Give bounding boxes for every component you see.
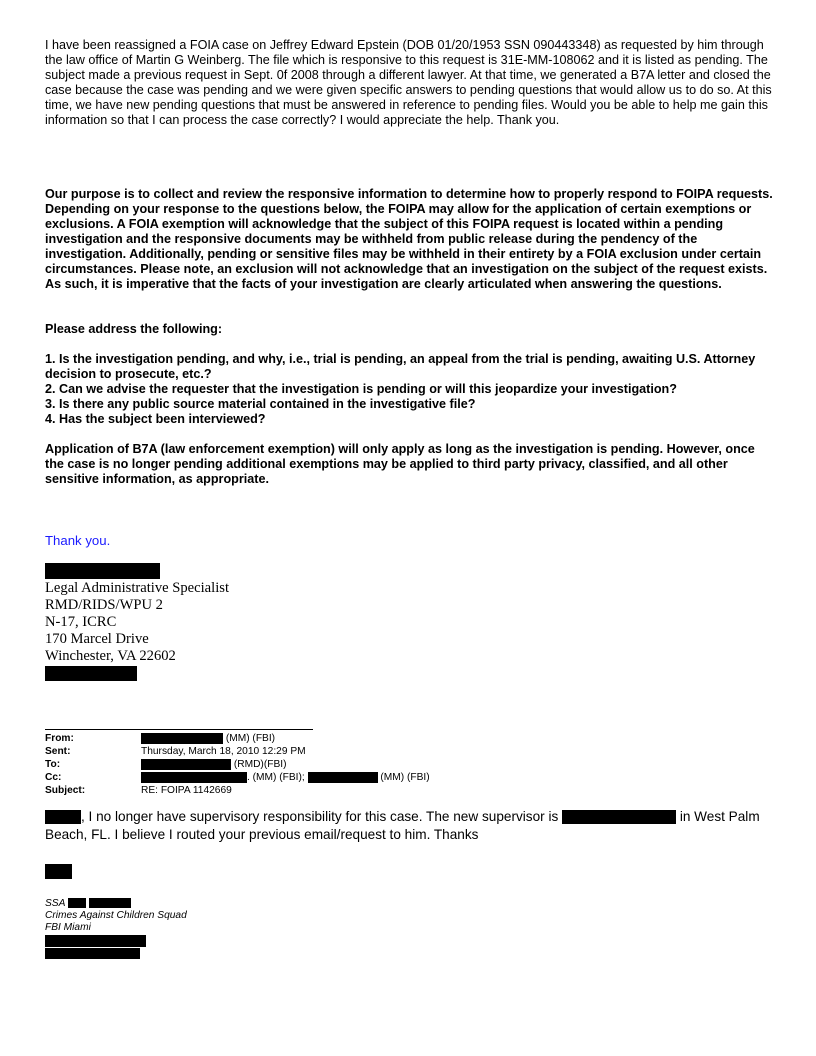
redaction-block xyxy=(45,935,146,947)
header-to-row xyxy=(45,758,430,771)
questions-list xyxy=(45,352,773,427)
redaction-block xyxy=(45,666,137,681)
to-label: To: xyxy=(45,759,61,770)
sender-street: 170 Marcel Drive xyxy=(45,631,149,647)
sender-room: N-17, ICRC xyxy=(45,614,117,630)
header-subject-row xyxy=(45,784,430,797)
question-item: 4. Has the subject been interviewed? xyxy=(45,412,266,426)
header-sent-row xyxy=(45,745,430,758)
subject-value: RE: FOIPA 1142669 xyxy=(141,785,232,796)
office-line: FBI Miami xyxy=(45,922,91,933)
header-cc-row xyxy=(45,771,430,784)
question-item: 1. Is the investigation pending, and why, i.e., trial is pending, an appeal from the trial is pending, awaiting U.S. Attorney decision to prosecute, etc.? xyxy=(45,352,756,381)
redaction-block xyxy=(45,810,81,824)
redaction-block xyxy=(141,733,223,744)
squad-line: Crimes Against Children Squad xyxy=(45,910,187,921)
redaction-block xyxy=(45,563,160,579)
reply-signature xyxy=(45,898,187,934)
email-header xyxy=(45,732,430,797)
redaction-block xyxy=(141,772,247,783)
redaction-block xyxy=(562,810,676,824)
header-divider xyxy=(45,729,313,730)
subject-label: Subject: xyxy=(45,785,86,796)
cc-label: Cc: xyxy=(45,772,62,783)
redaction-block xyxy=(308,772,378,783)
purpose-paragraph: Our purpose is to collect and review the responsive information to determine how to properly respond to FOIPA requests. Depending on your response to the questions below, the FOIPA may allow for the application of certain exemptions or exclusions. A FOIA exemption will acknowledge that the subject of this FOIPA request is located within a pending investigation and the responsive documents may be withheld from public release during the pendency of the investigation. Additionally, pending or sensitive files may be withheld in their entirety by a FOIA exclusion under certain circumstances. Please note, an exclusion will not acknowledge that an investigation on the subject of the request exists. As such, it is imperative that the facts of your investigation are clearly articulated when answering the questions. xyxy=(45,187,773,291)
intro-paragraph: I have been reassigned a FOIA case on Jeffrey Edward Epstein (DOB 01/20/1953 SSN 090443348) as requested by him through the law office of Martin G Weinberg. The file which is responsive to this request is 31E-MM-108062 and it is listed as pending. The subject made a previous request in Sept. 0f 2008 through a different lawyer. At that time, we generated a B7A letter and closed the case because the case was pending and we were given specific answers to pending questions that would allow us to do so. At this time, we have new pending questions that must be answered in reference to pending files. Would you be able to help me gain this information so that I can process the case correctly? I would appreciate the help. Thank you. xyxy=(45,38,772,127)
question-item: 2. Can we advise the requester that the investigation is pending or will this jeopardize your investigation? xyxy=(45,382,677,396)
sent-value: Thursday, March 18, 2010 12:29 PM xyxy=(141,746,306,757)
redaction-block xyxy=(68,898,86,908)
questions-heading: Please address the following: xyxy=(45,322,223,336)
from-label: From: xyxy=(45,733,74,744)
header-from-row xyxy=(45,732,430,745)
thank-you-text: Thank you. xyxy=(45,533,111,548)
sender-unit: RMD/RIDS/WPU 2 xyxy=(45,597,163,613)
sender-signature xyxy=(45,580,229,665)
from-value: (MM) (FBI) xyxy=(141,732,275,745)
reply-paragraph: , I no longer have supervisory responsibility for this case. The new supervisor is in West Palm Beach, FL. I believe I routed your previous email/request to him. Thanks xyxy=(45,809,760,842)
redaction-block xyxy=(141,759,231,770)
redaction-block xyxy=(89,898,131,908)
b7a-paragraph: Application of B7A (law enforcement exemption) will only apply as long as the investigation is pending. However, once the case is no longer pending additional exemptions may be applied to third party privacy, classified, and all other sensitive information, as appropriate. xyxy=(45,442,755,486)
cc-value: . (MM) (FBI); (MM) (FBI) xyxy=(141,771,430,784)
sender-title: Legal Administrative Specialist xyxy=(45,580,230,596)
to-value: (RMD)(FBI) xyxy=(141,758,286,771)
redaction-block xyxy=(45,948,140,959)
redaction-block xyxy=(45,864,72,879)
sent-label: Sent: xyxy=(45,746,71,757)
ssa-line: SSA xyxy=(45,898,187,910)
question-item: 3. Is there any public source material contained in the investigative file? xyxy=(45,397,476,411)
sender-city: Winchester, VA 22602 xyxy=(45,648,176,664)
